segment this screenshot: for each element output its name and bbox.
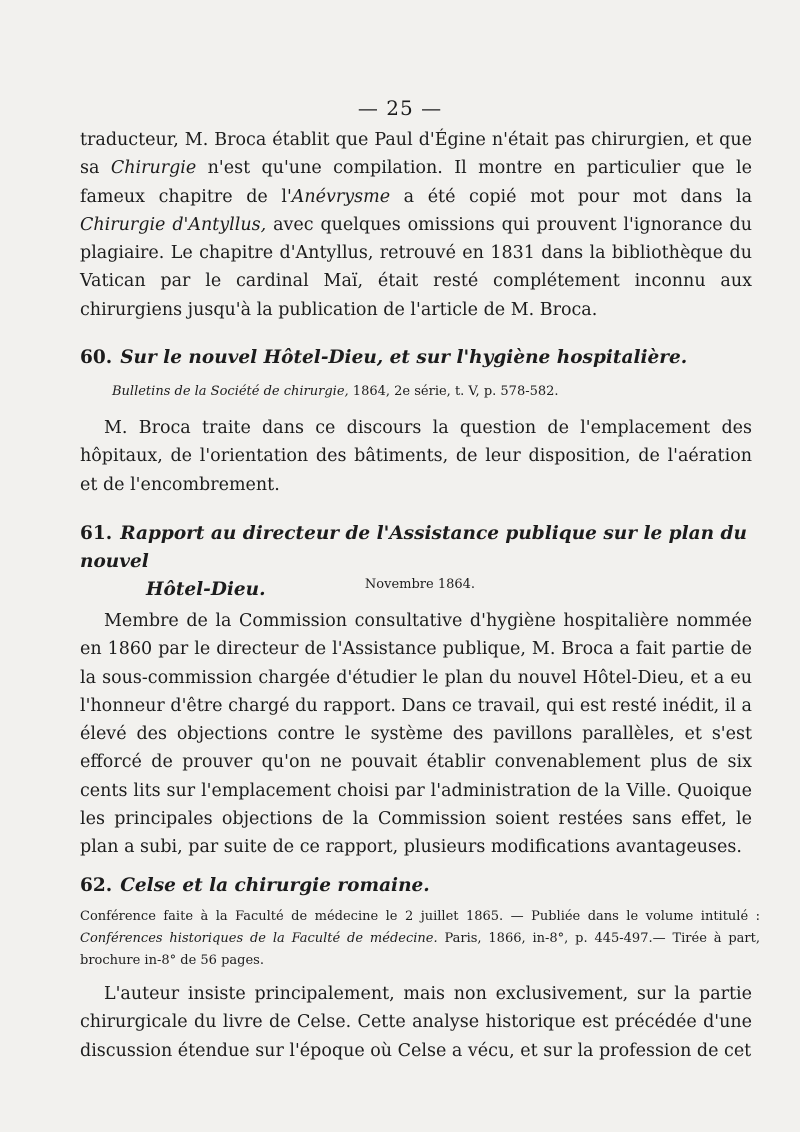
intro-text: avec quelques omissions qui prouvent l'ignorance du plagiaire. Le chapitre d'Antyllus, retrouvé en 1831 dans la bibliothèque du Vatican par le cardinal Maï, était resté complétement inconnu aux chirurgiens jusqu'à la publication de l'article de M. Broca. (80, 214, 752, 320)
entry-62-reference (80, 906, 760, 972)
entry-61-date: Novembre 1864. (364, 577, 476, 592)
entry-60-text: M. Broca traite dans ce discours la question de l'emplacement des hôpitaux, de l'orientation des bâtiments, de leur disposition, de l'aération et de l'encombrement. (80, 418, 752, 495)
entry-number: 60. (80, 347, 113, 368)
intro-italic: Chirurgie (110, 158, 197, 179)
reference-details: 1864, 2e série, t. V, p. 578-582. (348, 384, 559, 399)
reference-italic: Conférences historiques de la Faculté de médecine. (80, 931, 438, 946)
entry-number: 62. (80, 875, 113, 896)
entry-60-heading (80, 344, 760, 372)
entry-62-heading (80, 872, 760, 900)
entry-title: Rapport au directeur de l'Assistance publique sur le plan du nouvel (80, 523, 747, 572)
intro-italic: Anévrysme (291, 186, 391, 207)
intro-text: a été copié mot pour mot dans la (390, 186, 753, 207)
intro-paragraph (80, 126, 752, 324)
intro-italic: Chirurgie d'Antyllus, (80, 214, 267, 235)
entry-number: 61. (80, 523, 113, 544)
entry-61-text: Membre de la Commission consultative d'hygiène hospitalière nommée en 1860 par le directeur de l'Assistance publique, M. Broca a fait partie de la sous-commission chargée d'étudier le plan du nouvel Hôtel-Dieu, et a eu l'honneur d'être chargé du rapport. Dans ce travail, qui est resté inédit, il a élevé des objections contre le système des pavillons parallèles, et s'est efforcé de prouver qu'on ne pouvait établir convenablement plus de six cents lits sur l'emplacement choisi par l'administration de la Ville. Quoique les principales objections de la Commission soient restées sans effet, le plan a subi, par suite de ce rapport, plusieurs modifications avantageuses. (80, 611, 752, 858)
entry-title: Celse et la chirurgie romaine. (120, 875, 430, 896)
reference-text: Conférence faite à la Faculté de médecine le 2 juillet 1865. — Publiée dans le volume intitulé : (80, 909, 760, 924)
entry-62-text: L'auteur insiste principalement, mais non exclusivement, sur la partie chirurgicale du livre de Celse. Cette analyse historique est précédée d'une discussion étendue sur l'époque où Celse a vécu, et sur la profession de cet (80, 984, 752, 1061)
entry-title-continued: Hôtel-Dieu. (146, 579, 266, 600)
intro-text: n'est qu'une compilation. Il montre en particulier que le fameux chapitre de l' (80, 158, 752, 207)
entry-60-reference (112, 381, 792, 403)
intro-text: traducteur, M. Broca établit que Paul d'Égine n'était pas chirurgien, et que sa (80, 130, 752, 179)
page-number: — 25 — (357, 96, 443, 120)
reference-journal: Bulletins de la Société de chirurgie, (112, 384, 349, 399)
reference-text: Paris, 1866, in-8°, p. 445-497.— Tirée à part, brochure in-8° de 56 pages. (80, 931, 760, 968)
entry-title: Sur le nouvel Hôtel-Dieu, et sur l'hygiène hospitalière. (120, 347, 688, 368)
